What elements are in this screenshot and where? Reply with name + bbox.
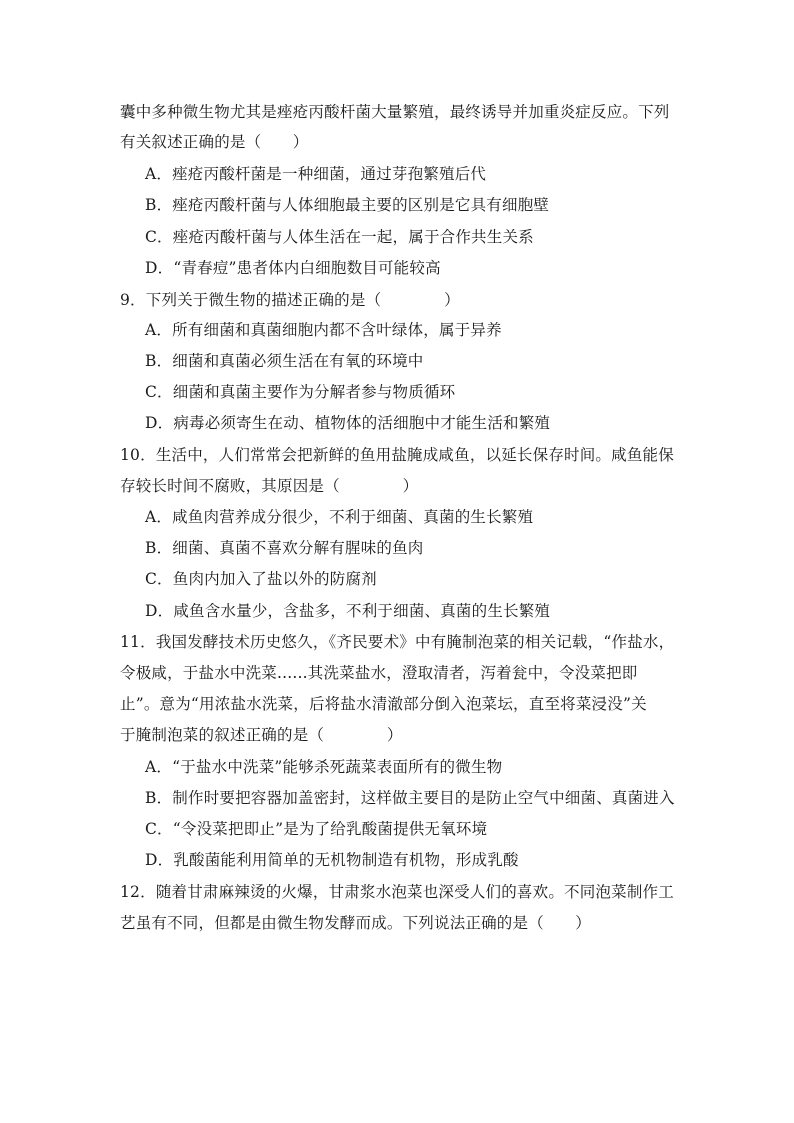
q10-stem-line-1: 10．生活中，人们常常会把新鲜的鱼用盐腌成咸鱼，以延长保存时间。咸鱼能保 bbox=[120, 446, 674, 464]
q11-stem-line-2: 令极咸，于盐水中洗菜......其洗菜盐水，澄取清者，泻着瓮中，令没菜把即 bbox=[120, 664, 638, 682]
q11-option-a: A．“于盐水中洗菜”能够杀死蔬菜表面所有的微生物 bbox=[145, 758, 503, 776]
q10-option-c: C．鱼肉内加入了盐以外的防腐剂 bbox=[145, 570, 377, 588]
q9-stem: 9．下列关于微生物的描述正确的是（ ） bbox=[120, 291, 460, 309]
q8-option-a: A．痤疮丙酸杆菌是一种细菌，通过芽孢繁殖后代 bbox=[145, 165, 487, 183]
q11-stem-line-4: 于腌制泡菜的叙述正确的是（ ） bbox=[120, 726, 403, 744]
q8-option-c: C．痤疮丙酸杆菌与人体生活在一起，属于合作共生关系 bbox=[145, 228, 534, 246]
q11-stem-line-1: 11．我国发酵技术历史悠久，《齐民要术》中有腌制泡菜的相关记载，“作盐水， bbox=[120, 633, 675, 651]
q10-option-d: D．咸鱼含水量少，含盐多，不利于细菌、真菌的生长繁殖 bbox=[145, 602, 551, 620]
q10-option-b: B．细菌、真菌不喜欢分解有腥味的鱼肉 bbox=[145, 539, 424, 557]
q11-option-d: D．乳酸菌能利用简单的无机物制造有机物，形成乳酸 bbox=[145, 851, 519, 869]
q12-stem-line-2: 艺虽有不同，但都是由微生物发酵而成。下列说法正确的是（ ） bbox=[120, 914, 592, 932]
q8-stem-line-1: 囊中多种微生物尤其是痤疮丙酸杆菌大量繁殖，最终诱导并加重炎症反应。下列 bbox=[120, 103, 670, 121]
q8-option-b: B．痤疮丙酸杆菌与人体细胞最主要的区别是它具有细胞壁 bbox=[145, 196, 550, 214]
q9-option-a: A．所有细菌和真菌细胞内都不含叶绿体，属于异养 bbox=[145, 321, 502, 339]
q9-option-c: C．细菌和真菌主要作为分解者参与物质循环 bbox=[145, 383, 456, 401]
q9-option-b: B．细菌和真菌必须生活在有氧的环境中 bbox=[145, 352, 424, 370]
q8-stem-line-2: 有关叙述正确的是（ ） bbox=[120, 133, 309, 151]
q9-option-d: D．病毒必须寄生在动、植物体的活细胞中才能生活和繁殖 bbox=[145, 414, 551, 432]
q11-stem-line-3: 止”。意为“用浓盐水洗菜，后将盐水清澈部分倒入泡菜坛，直至将菜浸没”关 bbox=[120, 695, 647, 713]
q10-stem-line-2: 存较长时间不腐败，其原因是（ ） bbox=[120, 477, 419, 495]
q11-option-b: B．制作时要把容器加盖密封，这样做主要目的是防止空气中细菌、真菌进入 bbox=[145, 789, 675, 807]
q8-option-d: D．“青春痘”患者体内白细胞数目可能较高 bbox=[145, 259, 441, 277]
q11-option-c: C．“令没菜把即止”是为了给乳酸菌提供无氧环境 bbox=[145, 820, 488, 838]
q12-stem-line-1: 12．随着甘肃麻辣烫的火爆，甘肃浆水泡菜也深受人们的喜欢。不同泡菜制作工 bbox=[120, 883, 674, 901]
q10-option-a: A．咸鱼肉营养成分很少，不利于细菌、真菌的生长繁殖 bbox=[145, 508, 534, 526]
